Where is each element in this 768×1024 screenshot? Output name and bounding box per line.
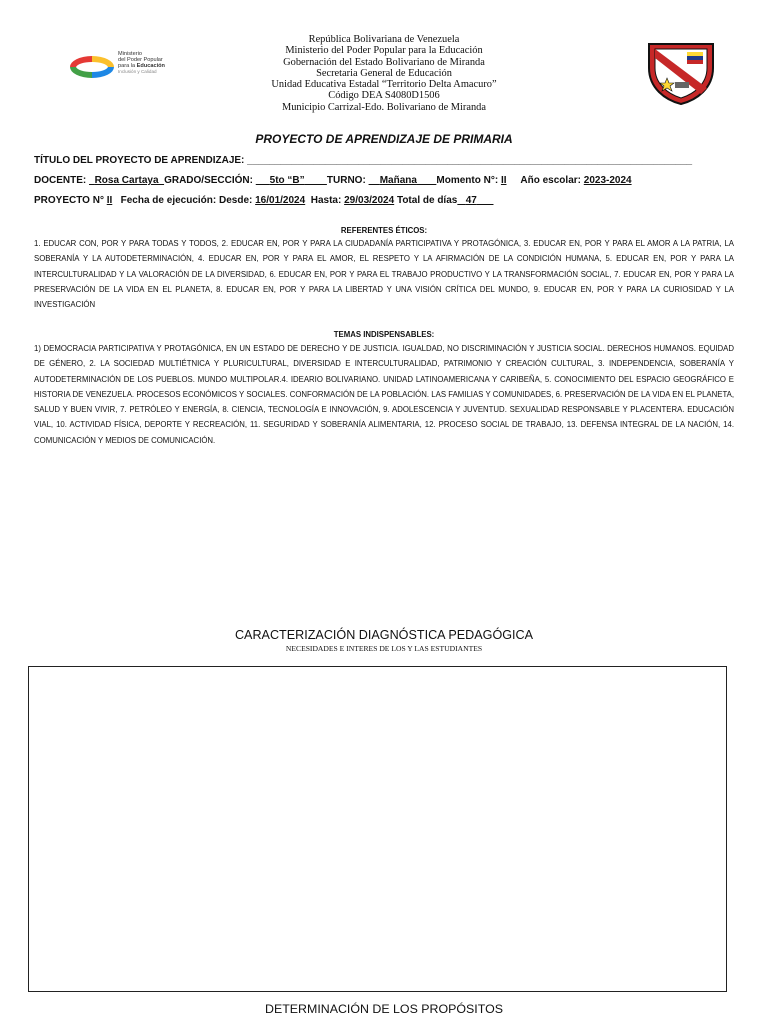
start-date-label: Fecha de ejecución: Desde:: [120, 195, 253, 206]
essential-topics-text: 1) DEMOCRACIA PARTICIPATIVA Y PROTAGÓNICA, EN UN ESTADO DE DERECHO Y DE JUSTICIA. IGUALDAD, NO DISCRIMINACIÓN Y JUSTICIA SOCIAL. DERECHOS HUMANOS. EQUIDAD DE GÉNERO, 2. LA SOCIEDAD MULTIÉTNICA Y PLURICULTURAL, DIVERSIDAD E INTERCULTURALIDAD, PATRIMONIO Y CREACIÓN CULTURAL, 3. INDEPENDENCIA, SOBERANÍA Y AUTODETERMINACIÓN DE LOS PUEBLOS. MUNDO MULTIPOLAR.4. IDEARIO BOLIVARIANO. UNIDAD LATINOAMERICANA Y CARIBEÑA, 5. CONOCIMIENTO DEL ESPACIO GEOGRÁFICO E HISTORIA DE VENEZUELA. PROCESOS ECONÓMICOS Y SOCIALES. CONFORMACIÓN DE LA POBLACIÓN. LAS FAMILIAS Y COMUNIDADES, 6. PRESERVACIÓN DE LA VIDA EN EL PLANETA, SALUD Y BUEN VIVIR, 7. PETRÓLEO Y ENERGÍA, 8. CIENCIA, TECNOLOGÍA E INNOVACIÓN, 9. ADOLESCENCIA Y JUVENTUD. SEXUALIDAD RESPONSABLE Y PLACENTERA. EDUCACIÓN VIAL, 10. ACTIVIDAD FÍSICA, DEPORTE Y RECREACIÓN, 11. SEGURIDAD Y SOBERANÍA ALIMENTARIA, 12. PROCESO SOCIAL DE TRABAJO, 13. DEFENSA INTEGRAL DE LA NACIÓN, 14. COMUNICACIÓN Y MEDIOS DE COMUNICACIÓN.: [34, 344, 734, 445]
diagnostic-characterization-title: CARACTERIZACIÓN DIAGNÓSTICA PEDAGÓGICA: [234, 628, 534, 642]
ministry-line3: para la: [118, 62, 136, 69]
header-line: República Bolivariana de Venezuela: [308, 34, 460, 45]
school-year-field[interactable]: 2023-2024: [583, 175, 632, 186]
header-line: Unidad Educativa Estadal “Territorio Delta Amacuro”: [271, 79, 497, 91]
ministry-line1: Ministerio: [118, 51, 142, 57]
header-line: Gobernación del Estado Bolivariano de Miranda: [283, 56, 485, 68]
project-number-field[interactable]: II: [106, 195, 113, 206]
shift-field[interactable]: [369, 175, 437, 186]
document-title: PROYECTO DE APRENDIZAJE DE PRIMARIA: [255, 132, 513, 146]
total-days-value: 47: [465, 195, 477, 206]
essential-topics-title: TEMAS INDISPENSABLES:: [333, 330, 435, 339]
moment-label: Momento N°:: [436, 175, 499, 186]
school-year-label: Año escolar:: [520, 175, 581, 186]
header-line: Código DEA S4080D1506: [328, 90, 440, 102]
ethical-references-text: 1. EDUCAR CON, POR Y PARA TODAS Y TODOS, 2. EDUCAR EN, POR Y PARA LA CIUDADANÍA PARTICIPATIVA Y PROTAGÓNICA, 3. EDUCAR EN, POR Y PARA EL AMOR A LA PATRIA, LA SOBERANÍA Y LA AUTODETERMINACIÓN, 4. EDUCAR EN, POR Y PARA EL AMOR, EL RESPETO Y LA AFIRMACIÓN DE LA CONDICIÓN HUMANA, 5. EDUCAR EN, POR Y PARA LA INTERCULTURALIDAD Y LA VALORACIÓN DE LA DIVERSIDAD, 6. EDUCAR EN, POR Y PARA EL TRABAJO PRODUCTIVO Y LA TRANSFORMACIÓN SOCIAL, 7. EDUCAR EN, POR Y PARA LA PRESERVACIÓN DE LA VIDA EN EL PLANETA, 8. EDUCAR EN, POR Y PARA LA LIBERTAD Y UNA VISIÓN CRÍTICA DEL MUNDO, 9. EDUCAR EN, POR Y PARA LA CURIOSIDAD Y LA INVESTIGACIÓN: [34, 239, 734, 310]
total-days-label: Total de días: [396, 195, 458, 206]
ministry-line3b: Educación: [136, 62, 165, 69]
header-line: Secretaria General de Educación: [316, 67, 452, 79]
end-date-label: Hasta:: [310, 195, 342, 206]
ethical-references-title: REFERENTES ÉTICOS:: [340, 226, 428, 235]
total-days-field[interactable]: [457, 195, 493, 206]
teacher-value: Rosa Cartaya: [94, 175, 159, 186]
moment-field[interactable]: II: [500, 175, 507, 186]
teacher-row: [34, 175, 632, 186]
project-title-field[interactable]: ________________________________________________________________________________: [247, 155, 693, 166]
ministry-logo-text: [118, 52, 165, 75]
shift-label: TURNO:: [326, 175, 366, 186]
diagnostic-characterization-box[interactable]: [28, 666, 727, 992]
ministry-tagline: Inclusión y Calidad: [118, 69, 157, 75]
header-line: Municipio Carrizal-Edo. Bolivariano de Miranda: [281, 101, 486, 113]
teacher-label: DOCENTE:: [34, 175, 87, 186]
school-crest-icon: [645, 38, 717, 106]
project-number-label: PROYECTO N°: [34, 195, 104, 206]
project-row: [34, 195, 493, 206]
project-title-label: TÍTULO DEL PROYECTO DE APRENDIZAJE:: [34, 155, 245, 166]
header-line: Ministerio del Poder Popular para la Educación: [285, 45, 483, 57]
start-date-field[interactable]: 16/01/2024: [255, 195, 306, 206]
grade-field[interactable]: [256, 175, 327, 186]
institution-header: [200, 34, 568, 113]
project-title-row: [34, 155, 692, 166]
diagnostic-characterization-subtitle: NECESIDADES E INTERES DE LOS Y LAS ESTUDIANTES: [285, 644, 483, 653]
end-date-field[interactable]: 29/03/2024: [344, 195, 395, 206]
shift-value: Mañana: [379, 175, 417, 186]
purposes-determination-title: DETERMINACIÓN DE LOS PROPÓSITOS: [265, 1002, 503, 1016]
grade-label: GRADO/SECCIÓN:: [164, 175, 253, 186]
grade-value: 5to “B”: [269, 175, 305, 186]
teacher-field[interactable]: [89, 175, 164, 186]
ministry-line2: del Poder Popular: [118, 56, 163, 63]
